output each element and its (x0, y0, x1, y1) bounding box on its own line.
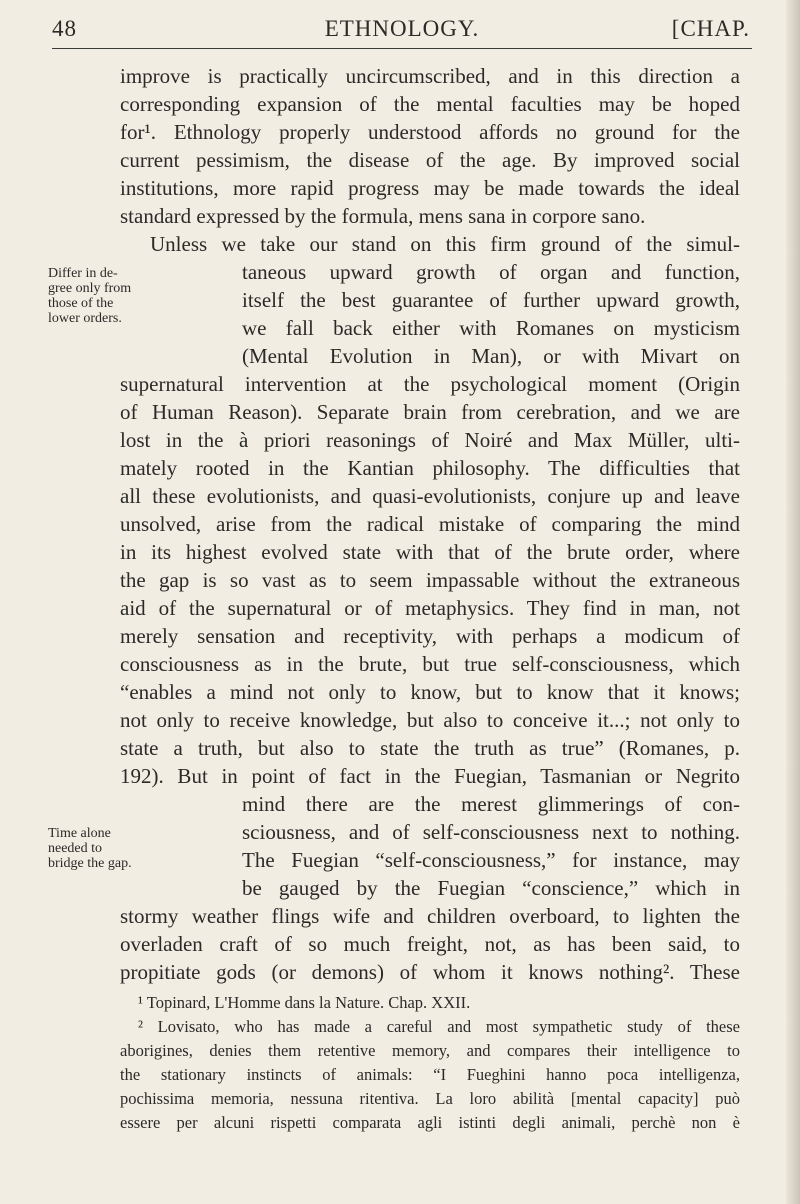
body-line: itself the best guarantee of further upward growth, (242, 288, 740, 312)
body-line: The Fuegian “self-consciousness,” for instance, may (242, 848, 740, 872)
body-line: overladen craft of so much freight, not, as has been said, to (120, 932, 740, 956)
body-line: all these evolutionists, and quasi-evolutionists, conjure up and leave (120, 484, 740, 508)
body-line: state a truth, but also to state the truth as true” (Romanes, p. (120, 736, 740, 760)
marginal-note-line: Time alone (48, 826, 111, 841)
body-line: merely sensation and receptivity, with perhaps a modicum of (120, 624, 740, 648)
body-line: for¹. Ethnology properly understood affords no ground for the (120, 120, 740, 144)
body-line: sciousness, and of self-consciousness next to nothing. (242, 820, 740, 844)
body-line: Unless we take our stand on this firm ground of the simul- (150, 232, 740, 256)
body-line: consciousness as in the brute, but true self-consciousness, which (120, 652, 740, 676)
footnote-line: pochissima memoria, nessuna ritentiva. La loro abilità [mental capacity] può (120, 1089, 740, 1108)
chapter-marker: [CHAP. (671, 16, 750, 41)
marginal-note-differ (48, 266, 238, 326)
marginal-note-line: gree only from (48, 281, 132, 296)
marginal-note-time (48, 826, 238, 871)
footnote-line: the stationary instincts of animals: “I Fueghini hanno poca intelligenza, (120, 1065, 740, 1084)
body-line: unsolved, arise from the radical mistake of comparing the mind (120, 512, 740, 536)
body-line: corresponding expansion of the mental faculties may be hoped (120, 92, 740, 116)
body-line: we fall back either with Romanes on mysticism (242, 316, 740, 340)
body-line: mately rooted in the Kantian philosophy. The difficulties that (120, 456, 740, 480)
body-line: (Mental Evolution in Man), or with Mivart on (242, 344, 740, 368)
body-line: mind there are the merest glimmerings of con- (242, 792, 740, 816)
marginal-note-line: bridge the gap. (48, 856, 132, 871)
body-line: the gap is so vast as to seem impassable without the extraneous (120, 568, 740, 592)
body-line: supernatural intervention at the psychological moment (Origin (120, 372, 740, 396)
marginal-note-line: needed to (48, 841, 103, 856)
body-line: taneous upward growth of organ and function, (242, 260, 740, 284)
footnote-line: aborigines, denies them retentive memory, and compares their intelligence to (120, 1041, 740, 1060)
body-line: institutions, more rapid progress may be made towards the ideal (120, 176, 740, 200)
body-line: propitiate gods (or demons) of whom it knows nothing². These (120, 960, 740, 984)
body-line: aid of the supernatural or of metaphysics. They find in man, not (120, 596, 740, 620)
body-line: “enables a mind not only to know, but to know that it knows; (120, 680, 740, 704)
body-line: standard expressed by the formula, mens sana in corpore sano. (120, 204, 646, 228)
running-title: ETHNOLOGY. (324, 16, 480, 41)
footnote-line: essere per alcuni rispetti comparata agli istinti degli animali, perchè non è (120, 1113, 740, 1132)
marginal-note-line: those of the (48, 296, 114, 311)
running-header (52, 16, 752, 50)
body-line: be gauged by the Fuegian “conscience,” which in (242, 876, 740, 900)
body-line: current pessimism, the disease of the age. By improved social (120, 148, 740, 172)
footnote-line: ² Lovisato, who has made a careful and most sympathetic study of these (138, 1017, 740, 1036)
body-line: of Human Reason). Separate brain from cerebration, and we are (120, 400, 740, 424)
header-rule (52, 48, 752, 49)
footnote-line: ¹ Topinard, L'Homme dans la Nature. Chap. XXII. (138, 993, 471, 1012)
page-edge-shadow (786, 0, 800, 1204)
body-line: not only to receive knowledge, but also to conceive it...; not only to (120, 708, 740, 732)
page-number: 48 (52, 16, 77, 41)
body-line: 192). But in point of fact in the Fuegian, Tasmanian or Negrito (120, 764, 740, 788)
marginal-note-line: Differ in de- (48, 266, 118, 281)
body-line: lost in the à priori reasonings of Noiré and Max Müller, ulti- (120, 428, 740, 452)
body-line: stormy weather flings wife and children overboard, to lighten the (120, 904, 740, 928)
body-line: improve is practically uncircumscribed, and in this direction a (120, 64, 740, 88)
body-line: in its highest evolved state with that of the brute order, where (120, 540, 740, 564)
marginal-note-line: lower orders. (48, 311, 122, 326)
